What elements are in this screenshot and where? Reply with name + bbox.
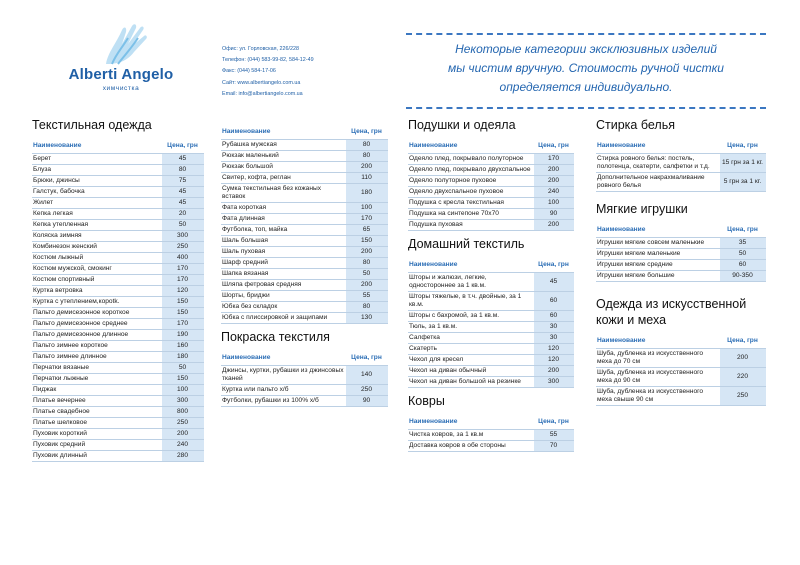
item-name: Чехол на диван большой на резинке xyxy=(408,377,534,388)
column-1 xyxy=(32,118,204,462)
item-price: 800 xyxy=(162,407,204,418)
item-name: Шляпа фетровая средняя xyxy=(221,280,346,291)
item-name: Рубашка мужская xyxy=(221,140,346,151)
item-name: Пальто зимнее длинное xyxy=(32,352,162,363)
item-price: 35 xyxy=(720,238,766,249)
contact-email[interactable]: Email: info@albertiangelo.com.ua xyxy=(222,90,303,97)
item-name: Пуховик длинный xyxy=(32,451,162,462)
promo-line: мы чистим вручную. Стоимость ручной чистки xyxy=(448,61,724,75)
table-row xyxy=(596,154,766,173)
table-row xyxy=(32,220,204,231)
item-price: 170 xyxy=(162,264,204,275)
item-name: Чехол для кресел xyxy=(408,355,534,366)
item-name: Стирка ровного белья: постель, полотенца, скатерти, салфетки и т.д. xyxy=(596,154,720,173)
item-price: 200 xyxy=(534,366,574,377)
table-row xyxy=(32,253,204,264)
item-price: 280 xyxy=(162,451,204,462)
table-row xyxy=(596,249,766,260)
table-header-row xyxy=(596,139,766,154)
item-name: Комбинезон женский xyxy=(32,242,162,253)
item-name: Подушка с кресла текстильная xyxy=(408,198,534,209)
item-name: Шуба, дубленка из искусственного меха свыше 90 см xyxy=(596,387,720,406)
item-price: 50 xyxy=(162,220,204,231)
item-price: 200 xyxy=(346,162,388,173)
section-title: Стирка белья xyxy=(596,118,675,132)
item-name: Берет xyxy=(32,154,162,165)
table-row xyxy=(408,377,574,388)
item-price: 200 xyxy=(346,280,388,291)
item-name: Сумка текстильная без кожаных вставок xyxy=(221,184,346,203)
item-price: 45 xyxy=(534,273,574,292)
table-row xyxy=(32,275,204,286)
item-price: 150 xyxy=(162,308,204,319)
item-name: Одеяло полуторное пуховое xyxy=(408,176,534,187)
item-price: 100 xyxy=(346,203,388,214)
table-row xyxy=(408,187,574,198)
item-price: 200 xyxy=(534,220,574,231)
table-row xyxy=(408,220,574,231)
item-name: Игрушки мягкие маленькие xyxy=(596,249,720,260)
item-name: Пальто демисезонное короткое xyxy=(32,308,162,319)
item-name: Шторы тяжелые, в т.ч. двойные, за 1 кв.м. xyxy=(408,292,534,311)
table-row xyxy=(408,441,574,452)
table-row xyxy=(32,363,204,374)
item-price: 170 xyxy=(534,154,574,165)
table-row xyxy=(32,286,204,297)
table-row xyxy=(32,209,204,220)
item-price: 55 xyxy=(346,291,388,302)
item-price: 200 xyxy=(534,165,574,176)
table-row xyxy=(221,236,388,247)
item-name: Костюм спортивный xyxy=(32,275,162,286)
item-price: 150 xyxy=(346,236,388,247)
item-name: Рюкзак большой xyxy=(221,162,346,173)
table-row xyxy=(32,374,204,385)
item-price: 150 xyxy=(162,297,204,308)
table-header-row xyxy=(408,139,574,154)
item-name: Костюм лыжный xyxy=(32,253,162,264)
item-price: 80 xyxy=(346,140,388,151)
table-row xyxy=(408,430,574,441)
item-price: 5 грн за 1 кг. xyxy=(720,173,766,192)
brand-name: Alberti Angelo xyxy=(68,66,174,83)
item-name: Кепка легкая xyxy=(32,209,162,220)
item-price: 140 xyxy=(346,366,388,385)
item-name: Футболки, рубашки из 100% х/б xyxy=(221,396,346,407)
table-row xyxy=(408,344,574,355)
table-row xyxy=(408,165,574,176)
column-header-price: Цена, грн xyxy=(720,223,766,238)
table-row xyxy=(221,140,388,151)
item-price: 150 xyxy=(162,374,204,385)
table-header-row xyxy=(221,351,388,366)
item-name: Шаль большая xyxy=(221,236,346,247)
item-name: Чехол на диван обычный xyxy=(408,366,534,377)
item-price: 170 xyxy=(346,214,388,225)
table-row xyxy=(221,184,388,203)
table-row xyxy=(32,440,204,451)
column-header-name: Наименование xyxy=(221,125,346,140)
table-row xyxy=(596,238,766,249)
item-name: Фата короткая xyxy=(221,203,346,214)
table-row xyxy=(32,165,204,176)
price-table xyxy=(408,139,574,231)
item-name: Коляска зимняя xyxy=(32,231,162,242)
item-name: Рюкзак маленький xyxy=(221,151,346,162)
contact-phone: Телефон: (044) 583-99-82, 584-12-49 xyxy=(222,57,314,64)
item-price: 65 xyxy=(346,225,388,236)
item-price: 45 xyxy=(162,187,204,198)
item-name: Брюки, джинсы xyxy=(32,176,162,187)
column-header-price: Цена, грн xyxy=(346,125,388,140)
item-price: 170 xyxy=(162,319,204,330)
item-name: Шапка вязаная xyxy=(221,269,346,280)
column-header-price: Цена, грн xyxy=(720,334,766,349)
item-name: Пуховик средний xyxy=(32,440,162,451)
column-header-name: Наименование xyxy=(32,139,162,154)
item-name: Перчатки лыжные xyxy=(32,374,162,385)
item-price: 250 xyxy=(162,418,204,429)
item-name: Юбка без складок xyxy=(221,302,346,313)
item-price: 200 xyxy=(534,176,574,187)
item-price: 120 xyxy=(162,286,204,297)
item-name: Жилет xyxy=(32,198,162,209)
table-row xyxy=(221,280,388,291)
item-name: Одеяло плед, покрывало двухспальное xyxy=(408,165,534,176)
table-row xyxy=(32,396,204,407)
table-row xyxy=(32,187,204,198)
promo-text xyxy=(406,40,766,97)
item-price: 300 xyxy=(162,231,204,242)
item-price: 240 xyxy=(162,440,204,451)
item-price: 45 xyxy=(162,198,204,209)
item-price: 200 xyxy=(720,349,766,368)
table-row xyxy=(221,269,388,280)
hand-logo-icon xyxy=(98,22,148,66)
item-name: Одеяло плед, покрывало полуторное xyxy=(408,154,534,165)
item-price: 100 xyxy=(534,198,574,209)
column-header-name: Наименование xyxy=(596,334,720,349)
item-price: 100 xyxy=(162,385,204,396)
column-4 xyxy=(596,118,766,406)
section-title: Текстильная одежда xyxy=(32,118,152,132)
column-header-price: Цена, грн xyxy=(534,139,574,154)
item-name: Шуба, дубленка из искусственного меха до 90 см xyxy=(596,368,720,387)
item-price: 120 xyxy=(534,344,574,355)
table-row xyxy=(596,173,766,192)
item-name: Скатерть xyxy=(408,344,534,355)
item-name: Шарф средний xyxy=(221,258,346,269)
item-price: 200 xyxy=(346,247,388,258)
item-name: Блуза xyxy=(32,165,162,176)
table-row xyxy=(32,451,204,462)
item-price: 50 xyxy=(720,249,766,260)
item-name: Игрушки мягкие большие xyxy=(596,271,720,282)
item-name: Подушка на синтепоне 70х70 xyxy=(408,209,534,220)
item-price: 130 xyxy=(346,313,388,324)
price-table xyxy=(221,351,388,407)
item-name: Шорты, бриджи xyxy=(221,291,346,302)
table-header-row xyxy=(221,125,388,140)
table-row xyxy=(32,264,204,275)
item-price: 30 xyxy=(534,322,574,333)
table-row xyxy=(32,176,204,187)
price-table xyxy=(32,139,204,462)
item-name: Пиджак xyxy=(32,385,162,396)
item-price: 55 xyxy=(534,430,574,441)
item-price: 200 xyxy=(162,429,204,440)
item-name: Пальто демисезонное длинное xyxy=(32,330,162,341)
item-name: Шторы и жалюзи, легкие, одностороннее за 1 кв.м. xyxy=(408,273,534,292)
table-row xyxy=(32,385,204,396)
table-row xyxy=(221,366,388,385)
table-row xyxy=(408,273,574,292)
contact-office: Офис: ул. Горловская, 226/228 xyxy=(222,46,299,52)
table-row xyxy=(221,396,388,407)
table-row xyxy=(32,231,204,242)
column-header-name: Наименование xyxy=(596,139,720,154)
item-price: 80 xyxy=(346,258,388,269)
table-row xyxy=(32,198,204,209)
table-row xyxy=(596,349,766,368)
table-row xyxy=(408,311,574,322)
item-name: Игрушки мягкие совсем маленькие xyxy=(596,238,720,249)
item-name: Джинсы, куртки, рубашки из джинсовых тканей xyxy=(221,366,346,385)
section-title: Одежда из искусственной кожи и меха xyxy=(596,297,747,327)
item-price: 50 xyxy=(162,363,204,374)
item-name: Куртка ветровка xyxy=(32,286,162,297)
item-name: Одеяло двухспальное пуховое xyxy=(408,187,534,198)
table-row xyxy=(32,297,204,308)
item-name: Тюль, за 1 кв.м. xyxy=(408,322,534,333)
item-name: Чистка ковров, за 1 кв.м xyxy=(408,430,534,441)
table-row xyxy=(221,162,388,173)
item-price: 90 xyxy=(534,209,574,220)
table-row xyxy=(408,209,574,220)
promo-banner xyxy=(406,33,766,109)
table-row xyxy=(596,387,766,406)
column-header-name: Наименование xyxy=(221,351,346,366)
item-price: 60 xyxy=(720,260,766,271)
table-row xyxy=(32,352,204,363)
item-price: 180 xyxy=(346,184,388,203)
item-name: Дополнительное накрахмаливание ровного белья xyxy=(596,173,720,192)
promo-line: определяется индивидуально. xyxy=(499,80,673,94)
price-table xyxy=(596,223,766,282)
item-name: Пальто демисезонное среднее xyxy=(32,319,162,330)
item-price: 80 xyxy=(346,151,388,162)
column-header-price: Цена, грн xyxy=(534,415,574,430)
promo-line: Некоторые категории эксклюзивных изделий xyxy=(455,42,717,56)
item-name: Кепка утепленная xyxy=(32,220,162,231)
column-header-name: Наименование xyxy=(408,258,534,273)
item-price: 120 xyxy=(534,355,574,366)
item-name: Свитер, кофта, реглан xyxy=(221,173,346,184)
item-name: Куртка или пальто х/б xyxy=(221,385,346,396)
item-name: Костюм мужской, смокинг xyxy=(32,264,162,275)
table-row xyxy=(32,418,204,429)
item-price: 90 xyxy=(346,396,388,407)
item-price: 160 xyxy=(162,341,204,352)
price-table xyxy=(408,415,574,452)
table-row xyxy=(221,203,388,214)
item-price: 400 xyxy=(162,253,204,264)
item-price: 70 xyxy=(534,441,574,452)
contact-fax: Факс: (044) 584-17-06 xyxy=(222,68,276,75)
item-name: Доставка ковров в обе стороны xyxy=(408,441,534,452)
item-price: 300 xyxy=(534,377,574,388)
table-row xyxy=(221,385,388,396)
table-row xyxy=(32,330,204,341)
item-price: 220 xyxy=(720,368,766,387)
price-table xyxy=(408,258,574,388)
item-price: 250 xyxy=(720,387,766,406)
item-price: 20 xyxy=(162,209,204,220)
column-header-price: Цена, грн xyxy=(534,258,574,273)
item-name: Платье свадебное xyxy=(32,407,162,418)
table-row xyxy=(408,292,574,311)
table-row xyxy=(32,341,204,352)
table-row xyxy=(32,319,204,330)
item-name: Салфетка xyxy=(408,333,534,344)
table-row xyxy=(32,242,204,253)
item-price: 300 xyxy=(162,396,204,407)
column-header-price: Цена, грн xyxy=(346,351,388,366)
item-price: 60 xyxy=(534,292,574,311)
price-table xyxy=(221,125,388,324)
item-price: 180 xyxy=(162,352,204,363)
item-price: 170 xyxy=(162,275,204,286)
table-row xyxy=(221,291,388,302)
table-row xyxy=(221,302,388,313)
item-name: Футболка, топ, майка xyxy=(221,225,346,236)
item-name: Пальто зимнее короткое xyxy=(32,341,162,352)
table-header-row xyxy=(596,223,766,238)
item-price: 80 xyxy=(346,302,388,313)
table-row xyxy=(408,333,574,344)
item-name: Юбка с плиссировкой и защипами xyxy=(221,313,346,324)
table-row xyxy=(221,173,388,184)
section-title: Подушки и одеяла xyxy=(408,118,516,132)
item-name: Пуховик короткий xyxy=(32,429,162,440)
contacts-block xyxy=(222,44,314,100)
table-header-row xyxy=(596,334,766,349)
table-row xyxy=(408,198,574,209)
section-title: Ковры xyxy=(408,394,445,408)
table-row xyxy=(408,176,574,187)
item-name: Шторы с бахромой, за 1 кв.м. xyxy=(408,311,534,322)
table-header-row xyxy=(408,415,574,430)
item-price: 110 xyxy=(346,173,388,184)
price-table xyxy=(596,139,766,192)
column-2 xyxy=(221,125,388,407)
table-row xyxy=(221,313,388,324)
brand-subtitle: химчистка xyxy=(102,85,140,92)
item-price: 50 xyxy=(346,269,388,280)
item-name: Куртка с утеплением,корotk. xyxy=(32,297,162,308)
item-price: 250 xyxy=(346,385,388,396)
item-name: Шаль пуховая xyxy=(221,247,346,258)
item-price: 190 xyxy=(162,330,204,341)
item-price: 45 xyxy=(162,154,204,165)
item-price: 80 xyxy=(162,165,204,176)
item-name: Подушка пуховая xyxy=(408,220,534,231)
table-header-row xyxy=(32,139,204,154)
table-row xyxy=(221,247,388,258)
section-title: Домашний текстиль xyxy=(408,237,525,251)
item-name: Шуба, дубленка из искусственного меха до 70 см xyxy=(596,349,720,368)
table-row xyxy=(408,366,574,377)
table-row xyxy=(596,368,766,387)
item-price: 90-350 xyxy=(720,271,766,282)
table-row xyxy=(32,308,204,319)
item-price: 75 xyxy=(162,176,204,187)
table-row xyxy=(596,271,766,282)
item-price: 30 xyxy=(534,333,574,344)
column-header-price: Цена, грн xyxy=(720,139,766,154)
price-table xyxy=(596,334,766,406)
item-name: Платье шелковое xyxy=(32,418,162,429)
column-header-name: Наименование xyxy=(596,223,720,238)
table-row xyxy=(32,154,204,165)
item-name: Галстук, бабочка xyxy=(32,187,162,198)
table-row xyxy=(221,214,388,225)
column-header-name: Наименование xyxy=(408,139,534,154)
contact-site[interactable]: Сайт: www.albertiangelo.com.ua xyxy=(222,79,301,86)
item-name: Платье вечернее xyxy=(32,396,162,407)
item-name: Перчатки вязаные xyxy=(32,363,162,374)
table-row xyxy=(32,407,204,418)
section-title: Покраска текстиля xyxy=(221,330,330,344)
item-name: Фата длинная xyxy=(221,214,346,225)
item-price: 15 грн за 1 кг. xyxy=(720,154,766,173)
column-header-price: Цена, грн xyxy=(162,139,204,154)
item-price: 250 xyxy=(162,242,204,253)
table-header-row xyxy=(408,258,574,273)
table-row xyxy=(408,154,574,165)
item-price: 240 xyxy=(534,187,574,198)
table-row xyxy=(408,355,574,366)
table-row xyxy=(221,151,388,162)
table-row xyxy=(596,260,766,271)
table-row xyxy=(221,258,388,269)
column-header-name: Наименование xyxy=(408,415,534,430)
table-row xyxy=(408,322,574,333)
column-3 xyxy=(408,118,574,452)
item-price: 60 xyxy=(534,311,574,322)
table-row xyxy=(32,429,204,440)
item-name: Игрушки мягкие средние xyxy=(596,260,720,271)
table-row xyxy=(221,225,388,236)
section-title: Мягкие игрушки xyxy=(596,202,688,216)
